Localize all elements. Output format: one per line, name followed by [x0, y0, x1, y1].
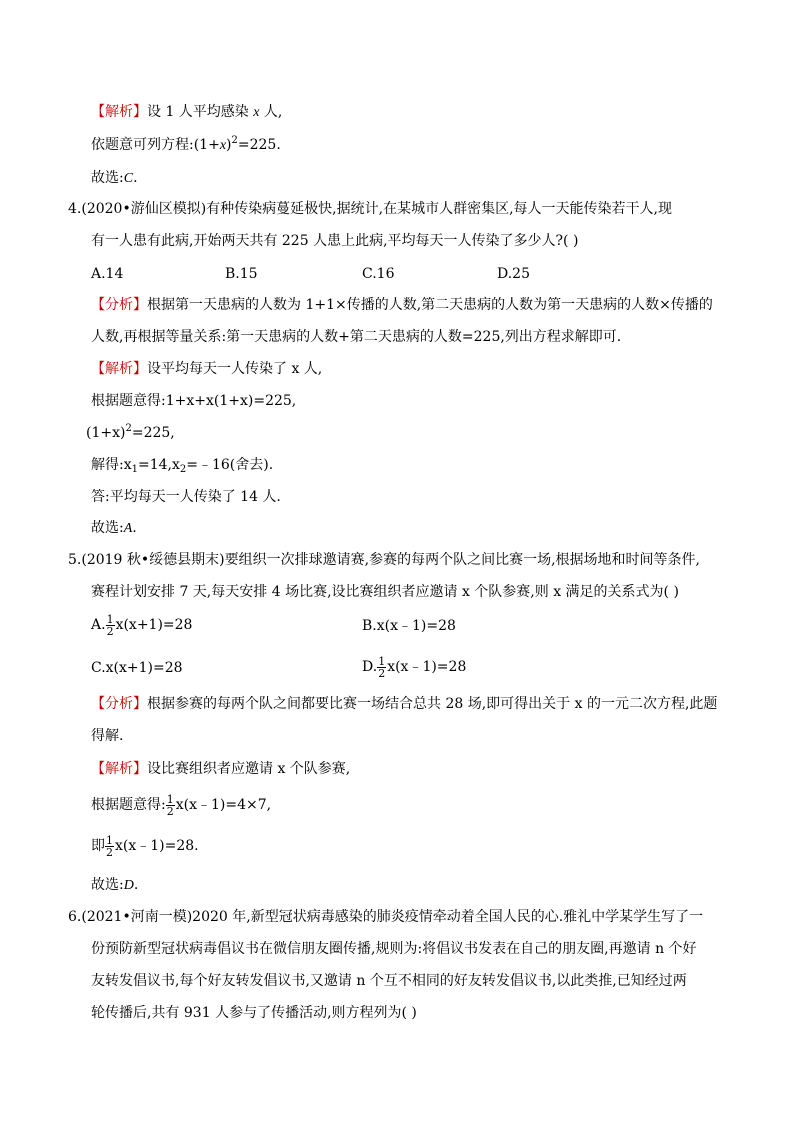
q4-analysis-line2: 人数,再根据等量关系:第一天患病的人数+第二天患病的人数=225,列出方程求解即可. — [91, 329, 622, 345]
q4-sol4-sub2: 2 — [179, 464, 187, 475]
q4-sol3-exponent: 2 — [125, 423, 132, 434]
solution-tag: 【解析】 — [91, 361, 147, 377]
q5-sol2-prefix: 根据题意得: — [91, 797, 166, 813]
solution-tag: 【解析】 — [91, 761, 147, 777]
q4-sol4-sub1: 1 — [131, 464, 138, 475]
q4-analysis-line1 — [91, 296, 713, 314]
q3-answer: C — [123, 171, 134, 186]
q3-eq-rest: =225. — [237, 137, 281, 153]
q4-answer: A — [123, 521, 133, 536]
q6-stem-line3: 友转发倡议书,每个好友转发倡议书,又邀请 n 个互不相同的好友转发倡议书,以此类推,已知经过两 — [91, 973, 687, 989]
q5-option-c: C.x(x+1)=28 — [91, 660, 183, 676]
q4-sol4-b: =14,x — [138, 457, 180, 473]
q5-opt-d-rest: x(x﹣1)=28 — [387, 659, 467, 675]
solution-tag: 【解析】 — [91, 104, 147, 120]
q3-choose-prefix: 故选: — [91, 170, 124, 186]
q6-stem-line2: 份预防新型冠状病毒倡议书在微信朋友圈传播,规则为:将倡议书发表在自己的朋友圈,再邀请 n 个好 — [91, 941, 697, 957]
q5-choose-line — [91, 876, 138, 895]
q3-equation-line — [91, 136, 281, 156]
q5-opt-a-label: A. — [91, 617, 106, 633]
fraction-half: $\frac{1}{2}$ — [166, 792, 174, 818]
fraction-half: $\frac{1}{2}$ — [106, 833, 113, 859]
q3-variable: x — [253, 105, 260, 120]
q3-eq-exponent: 2 — [231, 135, 238, 146]
q4-solution-line5: 答:平均每天一人传染了 14 人. — [91, 489, 281, 505]
fraction-half: $\frac{1}{2}$ — [378, 654, 386, 680]
q3-choose-line — [91, 169, 138, 188]
fraction-half: $\frac{1}{2}$ — [106, 612, 114, 638]
q5-opt-d-label: D. — [362, 659, 378, 675]
q6-stem-line4: 轮传播后,共有 931 人参与了传播活动,则方程列为( ) — [91, 1005, 417, 1021]
q5-stem-line2: 赛程计划安排 7 天,每天安排 4 场比赛,设比赛组织者应邀请 x 个队参赛,则 x 满足的关系式为( ) — [91, 584, 679, 600]
q5-analysis-line1 — [91, 695, 717, 713]
q5-option-d — [362, 653, 466, 681]
q4-solution-line3 — [86, 424, 175, 444]
q5-stem-line1: 5.(2019 秋•绥德县期末)要组织一次排球邀请赛,参赛的每两个队之间比赛一场,根据场地和时间等条件, — [68, 552, 700, 568]
q5-solution-line1 — [91, 760, 350, 778]
q4-sol4-c: =﹣16(舍去). — [186, 457, 274, 473]
q5-option-a — [91, 611, 192, 639]
q4-stem-line2: 有一人患有此病,开始两天共有 225 人患上此病,平均每天一人传染了多少人?( ) — [91, 233, 579, 249]
q5-solution-text1: 设比赛组织者应邀请 x 个队参赛, — [147, 761, 351, 777]
q4-option-b: B.15 — [225, 266, 258, 282]
q5-solution-line2 — [91, 791, 271, 819]
q3-solution-unit: 人, — [259, 104, 283, 120]
q5-answer: D — [123, 878, 134, 893]
q4-analysis-text1: 根据第一天患病的人数为 1+1×传播的人数,第二天患病的人数为第一天患病的人数×传播的 — [147, 297, 713, 313]
q4-solution-line4 — [91, 456, 273, 476]
q4-choose-end: . — [132, 520, 137, 536]
q4-solution-text1: 设平均每天一人传染了 x 人, — [147, 361, 323, 377]
q4-option-a: A.14 — [91, 266, 124, 282]
q5-sol3-rest: x(x﹣1)=28. — [115, 838, 199, 854]
analysis-tag: 【分析】 — [91, 696, 147, 712]
q5-solution-line3 — [91, 832, 199, 860]
q3-solution-text: 设 1 人平均感染 — [147, 104, 254, 120]
q5-choose-end: . — [133, 877, 139, 893]
q6-stem-line1: 6.(2021•河南一模)2020 年,新型冠状病毒感染的肺炎疫情牵动着全国人民的心.雅礼中学某学生写了一 — [68, 909, 704, 925]
q5-sol3-prefix: 即 — [91, 838, 105, 854]
q4-solution-line2: 根据题意得:1+x+x(1+x)=225, — [91, 393, 297, 409]
q5-analysis-text1: 根据参赛的每两个队之间都要比赛一场结合总共 28 场,即可得出关于 x 的一元二次方程,此题 — [147, 696, 718, 712]
q4-option-c: C.16 — [362, 266, 395, 282]
q3-eq-close: ) — [226, 137, 232, 153]
q5-opt-a-rest: x(x+1)=28 — [115, 617, 193, 633]
q5-sol2-rest: x(x﹣1)=4×7, — [175, 797, 272, 813]
analysis-tag: 【分析】 — [91, 297, 147, 313]
q5-choose-prefix: 故选: — [91, 877, 124, 893]
q4-sol4-a: 解得:x — [91, 457, 132, 473]
q4-stem-line1: 4.(2020•游仙区模拟)有种传染病蔓延极快,据统计,在某城市人群密集区,每人一天能传染若干人,现 — [68, 201, 672, 217]
q3-choose-end: . — [133, 170, 138, 186]
q4-choose-line — [91, 519, 137, 538]
q4-solution-line1 — [91, 360, 322, 378]
q5-option-b: B.x(x﹣1)=28 — [362, 618, 456, 634]
q3-eq-var: x — [219, 138, 227, 153]
q4-sol3-base: (1+x) — [86, 425, 126, 441]
q5-analysis-line2: 得解. — [91, 728, 124, 744]
q4-option-d: D.25 — [497, 266, 530, 282]
q3-eq-prefix: 依题意可列方程:(1+ — [91, 137, 220, 153]
q4-sol3-rest: =225, — [131, 425, 175, 441]
q3-solution-line — [91, 103, 282, 122]
q4-choose-prefix: 故选: — [91, 520, 124, 536]
